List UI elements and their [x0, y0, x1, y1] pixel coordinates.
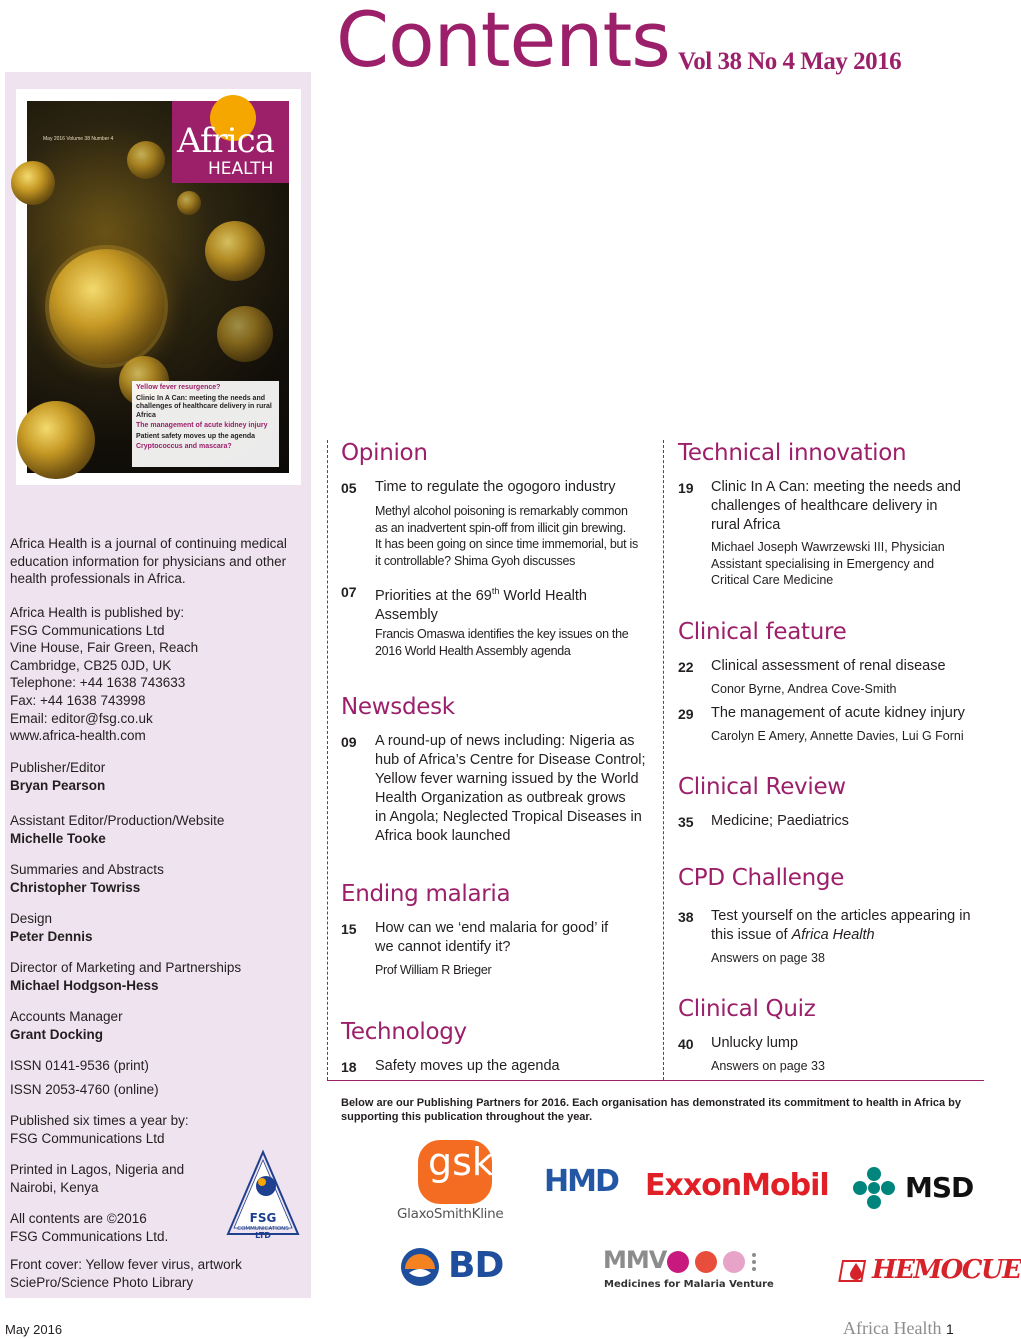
page-number-footer: 1 [945, 1321, 954, 1337]
cover-date-line: May 2016 Volume 38 Number 4 [43, 136, 114, 142]
gsk-name: GlaxoSmithKline [397, 1206, 504, 1222]
publisher-block: Africa Health is published by: FSG Communications Ltd Vine House, Fair Green, Reach Cambridge, CB25 0JD, UK Telephone: +44 1638 743633 Fax: +44 1638 743998 Email: editor@fsg.co.uk www.africa-health.com [10, 604, 305, 745]
section-ending-malaria[interactable]: Ending malaria [341, 881, 511, 907]
mmv-logo[interactable]: MMV [603, 1246, 667, 1274]
cover-logo-word: Africa [177, 121, 274, 161]
phone: Telephone: +44 1638 743633 [10, 675, 186, 691]
article-title[interactable]: A round-up of news including: Nigeria as hub of Africa’s Centre for Disease Control; Yellow fever warning issued by the World Health Organization as outbreak grows in Angola; Neglected Tropical Diseases in Africa book launched [375, 733, 646, 844]
article-summary: Methyl alcohol poisoning is remarkably common as an inadvertent spin-off from illicit gin brewing. It has been going on since time immemorial, but is it controllable? Shima Gyoh discusses [375, 504, 638, 568]
virus-particle [127, 141, 165, 179]
printed-in: Printed in Lagos, Nigeria and Nairobi, Kenya [10, 1162, 185, 1195]
copyright: All contents are ©2016 FSG Communications Ltd. [10, 1211, 169, 1244]
footer-journal: Africa Health 1 [843, 1318, 954, 1338]
column-divider-left [327, 440, 328, 1080]
bd-logo[interactable]: BD [448, 1245, 504, 1286]
page-number: 22 [678, 659, 694, 675]
article-author: Michael Joseph Wawrzewski III, Physician Assistant specialising in Emergency and Critical Care Medicine [711, 540, 945, 587]
fax: Fax: +44 1638 743998 [10, 692, 146, 708]
published-by: Published six times a year by: FSG Communications Ltd [10, 1113, 189, 1146]
cover-headline: Patient safety moves up the agenda [136, 432, 256, 440]
article-title[interactable]: Safety moves up the agenda [375, 1058, 560, 1074]
article-title[interactable]: The management of acute kidney injury [711, 705, 965, 721]
email-link[interactable]: Email: editor@fsg.co.uk [10, 710, 153, 726]
cover-logo [172, 101, 289, 183]
partners-divider [327, 1080, 984, 1081]
cover-image[interactable] [27, 101, 289, 473]
virus-particle [49, 249, 164, 364]
volume-issue: Vol 38 No 4 May 2016 [678, 48, 902, 75]
article-title[interactable]: Clinical assessment of renal disease [711, 658, 946, 674]
address-line: FSG Communications Ltd [10, 622, 165, 638]
front-cover-credit: Front cover: Yellow fever virus, artwork SciePro/Science Photo Library [10, 1257, 242, 1290]
staff-design: Design Peter Dennis [10, 911, 93, 944]
column-divider-middle [663, 440, 664, 1080]
article-author: Prof William R Brieger [375, 963, 492, 977]
footer-date: May 2016 [5, 1322, 63, 1337]
fsg-triangle-logo-icon [226, 1150, 300, 1238]
page-title: Contents [336, 0, 670, 84]
cover-headline: The management of acute kidney injury [136, 422, 268, 429]
section-clinical-review[interactable]: Clinical Review [678, 774, 846, 800]
issn-online: ISSN 2053-4760 (online) [10, 1082, 159, 1097]
article-title[interactable]: Unlucky lump [711, 1035, 799, 1051]
issn-print: ISSN 0141-9536 (print) [10, 1058, 149, 1073]
page-number: 29 [678, 706, 694, 722]
page-number: 18 [341, 1059, 357, 1075]
section-technology[interactable]: Technology [341, 1019, 467, 1045]
page-number: 05 [341, 480, 357, 496]
virus-particle [177, 191, 201, 215]
mmv-dots-icon [666, 1249, 766, 1277]
cover-headline: Cryptococcus and mascara? [136, 443, 232, 450]
article-title[interactable]: Priorities at the 69th World Health Assembly [375, 586, 587, 623]
article-author: Carolyn E Amery, Annette Davies, Lui G Forni [711, 729, 964, 743]
fsg-logo-sub: COMMUNICATIONS [237, 1226, 289, 1232]
page-number: 40 [678, 1036, 694, 1052]
answers-note: Answers on page 33 [711, 1059, 825, 1073]
page-number: 07 [341, 584, 357, 600]
article-title[interactable]: Time to regulate the ogogoro industry [375, 479, 616, 495]
section-opinion[interactable]: Opinion [341, 440, 428, 466]
article-title[interactable]: Medicine; Paediatrics [711, 813, 849, 829]
section-clinical-feature[interactable]: Clinical feature [678, 619, 847, 645]
partners-intro: Below are our Publishing Partners for 2016. Each organisation has demonstrated its commitment to health in Africa by supporting this publication throughout the year. [341, 1097, 962, 1123]
virus-particle [217, 306, 273, 362]
msd-logo[interactable]: MSD [905, 1171, 974, 1204]
page-number: 19 [678, 480, 694, 496]
hmd-logo[interactable]: HMD [544, 1164, 618, 1199]
article-title[interactable]: Clinic In A Can: meeting the needs and challenges of healthcare delivery in rural Africa [711, 479, 961, 533]
article-author: Conor Byrne, Andrea Cove-Smith [711, 682, 897, 696]
virus-particle [17, 401, 95, 479]
staff-summaries: Summaries and Abstracts Christopher Towriss [10, 862, 164, 895]
virus-particle [205, 221, 265, 281]
article-title[interactable]: How can we ‘end malaria for good’ if we cannot identify it? [375, 920, 609, 955]
cover-headlines [132, 381, 279, 467]
page-number: 38 [678, 909, 694, 925]
hemocue-drop-icon [842, 1255, 872, 1285]
msd-cross-icon [852, 1166, 896, 1210]
website-link[interactable]: www.africa-health.com [10, 728, 146, 744]
exxonmobil-logo[interactable]: ExxonMobil [645, 1168, 829, 1203]
gsk-mark: gsk [428, 1140, 494, 1184]
cover-frame [16, 89, 301, 485]
staff-publisher: Publisher/Editor Bryan Pearson [10, 760, 106, 793]
article-summary: Francis Omaswa identifies the key issues on the 2016 World Health Assembly agenda [375, 627, 629, 658]
fsg-logo-text: FSG [249, 1211, 277, 1225]
section-clinical-quiz[interactable]: Clinical Quiz [678, 996, 816, 1022]
page-number: 35 [678, 814, 694, 830]
section-cpd-challenge[interactable]: CPD Challenge [678, 865, 845, 891]
page-number: 09 [341, 734, 357, 750]
section-technical-innovation[interactable]: Technical innovation [678, 440, 907, 466]
cover-headline: Yellow fever resurgence? [136, 384, 221, 391]
address-line: Cambridge, CB25 0JD, UK [10, 657, 172, 673]
cover-logo-sub: HEALTH [208, 159, 274, 179]
section-newsdesk[interactable]: Newsdesk [341, 694, 455, 720]
mmv-subtitle: Medicines for Malaria Venture [604, 1279, 774, 1290]
address-line: Vine House, Fair Green, Reach [10, 640, 199, 656]
article-title[interactable]: Test yourself on the articles appearing in this issue of Africa Health [711, 908, 971, 943]
answers-note: Answers on page 38 [711, 951, 825, 965]
hemocue-logo[interactable]: HEMOCUE [872, 1255, 1021, 1285]
staff-marketing: Director of Marketing and Partnerships Michael Hodgson-Hess [10, 960, 242, 993]
bd-sunburst-icon [400, 1247, 440, 1287]
staff-assistant-editor: Assistant Editor/Production/Website Michelle Tooke [10, 813, 225, 846]
page-number: 15 [341, 921, 357, 937]
cover-headline: Clinic In A Can: meeting the needs and challenges of healthcare delivery in rural Africa [136, 394, 272, 419]
journal-description: Africa Health is a journal of continuing medical education information for physicians and other health professionals in Africa. [10, 536, 287, 587]
staff-accounts: Accounts Manager Grant Docking [10, 1009, 123, 1042]
fsg-logo-ltd: LTD [255, 1231, 271, 1240]
virus-particle [11, 161, 55, 205]
